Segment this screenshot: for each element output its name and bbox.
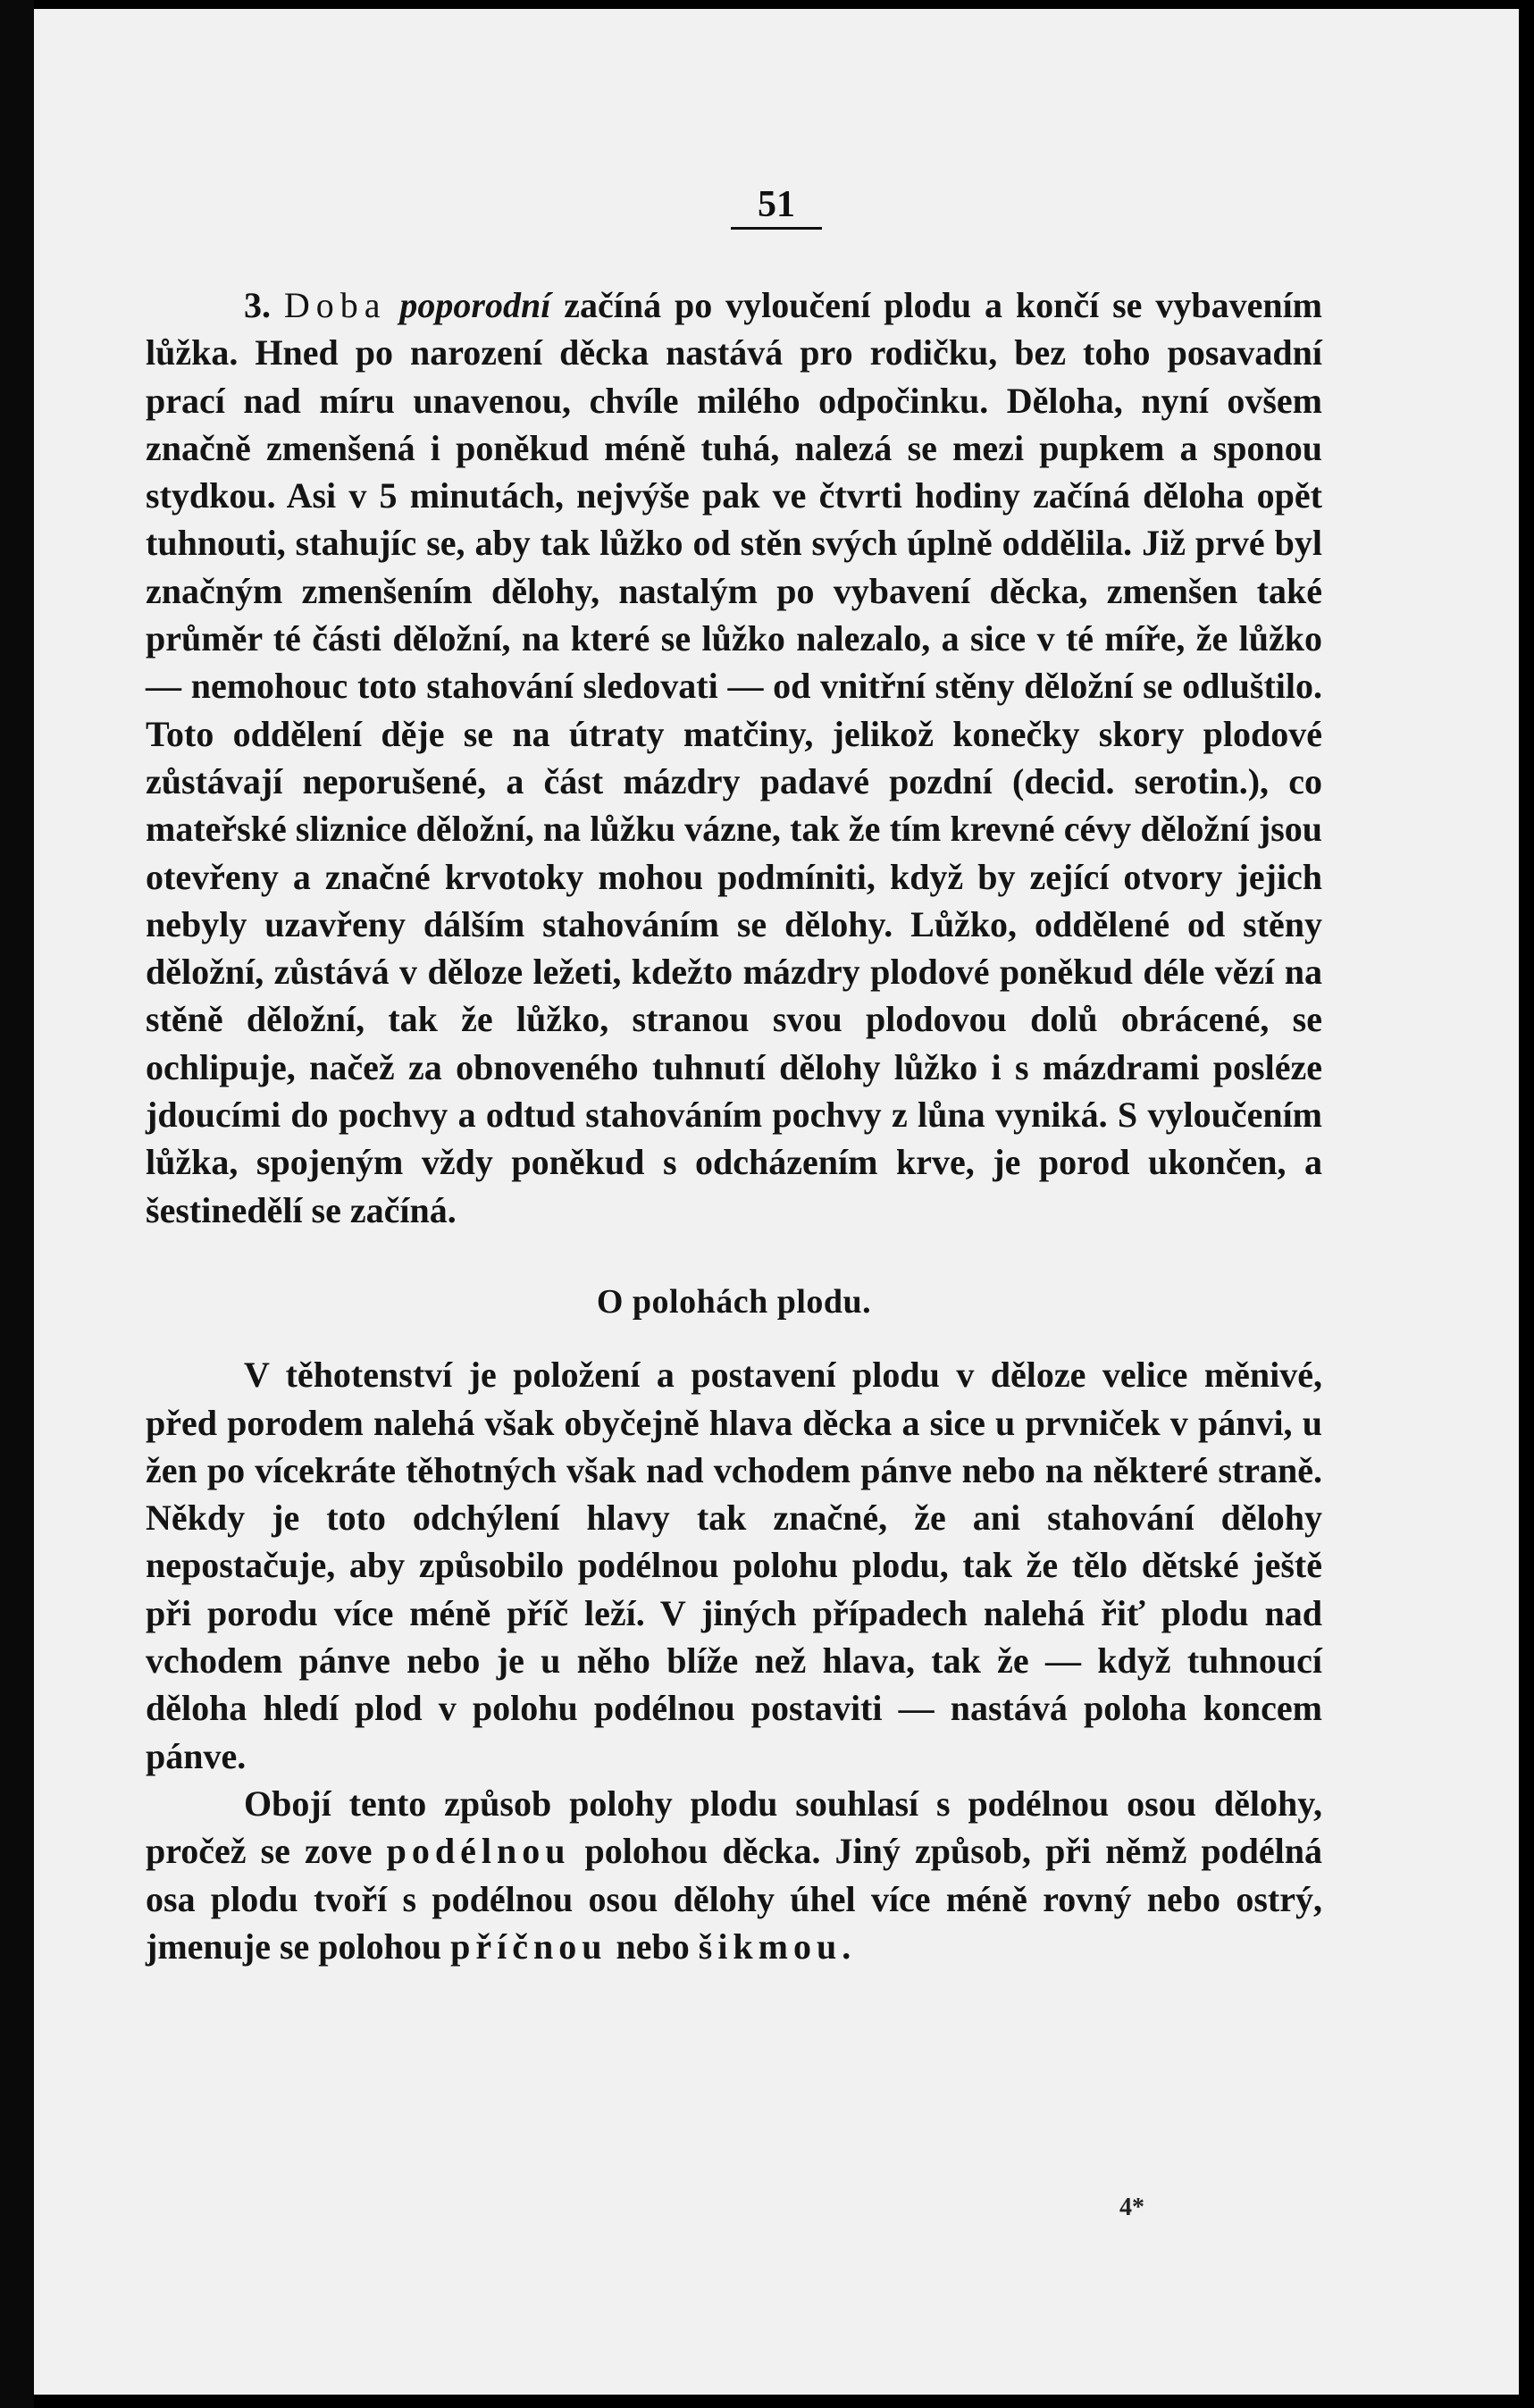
printer-signature-mark: 4* [1119, 2194, 1144, 2221]
paragraph-positions: V těhotenství je položení a postavení plodu v děloze velice měnivé, před porodem nalehá však obyčejně hlava děcka a sice u prvniček v pánvi, u žen po vícekráte těhotných však nad vchodem pánve nebo na některé straně. Někdy je toto odchýlení hlavy tak značné, že ani stahování dělohy nepostačuje, aby způsobilo podélnou polohu plodu, tak že tělo dětské ještě při porodu více méně příč leží. V jiných případech nalehá řiť plodu nad vchodem pánve nebo je u něho blíže než hlava, tak že — když tuhnoucí děloha hledí plod v polohu podélnou postaviti — nastává poloha koncem pánve. [146, 1355, 1322, 1776]
section-number: 3. [244, 285, 271, 325]
paragraph-axis-part-1: Obojí tento způsob polohy plodu souhlasí s podélnou osou dělohy, pročež se zove [146, 1783, 1322, 1872]
book-page [34, 9, 1519, 2395]
paragraph-axis-part-2: polohou děcka. Jiný způsob, při němž podélná osa plodu tvoří s podélnou osou dělohy úhel více méně rovný nebo ostrý, jmenuje se polohou [146, 1831, 1323, 1967]
paragraph-axis-part-3: nebo [616, 1926, 690, 1967]
term-doba: Doba [283, 285, 387, 325]
paragraph-afterbirth [146, 281, 1322, 1234]
term-poporodni: poporodní [399, 285, 551, 325]
page-number-text: 51 [731, 184, 822, 230]
term-pricnou: příčnou [450, 1926, 608, 1967]
page-body [146, 281, 1322, 1970]
scan-border [0, 0, 34, 2408]
term-podelnou: podélnou [386, 1831, 571, 1872]
paragraph-afterbirth-text: začíná po vyloučení plodu a končí se vybavením lůžka. Hned po narození děcka nastává pro rodičku, bez toho posavadní prací nad míru unavenou, chvíle milého odpočinku. Děloha, nyní ovšem značně zmenšená i poněkud méně tuhá, nalezá se mezi pupkem a sponou stydkou. Asi v 5 minutách, nejvýše pak ve čtvrti hodiny začíná děloha opět tuhnouti, stahujíc se, aby tak lůžko od stěn svých úplně oddělila. Již prvé byl značným zmenšením dělohy, nastalým po vybavení děcka, zmenšen také průměr té části děložní, na které se lůžko nalezalo, a sice v té míře, že lůžko — nemohouc toto stahování sledovati — od vnitřní stěny děložní se odluštilo. Toto oddělení děje se na útraty matčiny, jelikož konečky skory plodové zůstávají neporušené, a část mázdry padavé pozdní (decid. serotin.), co mateřské sliznice děložní, na lůžku vázne, tak že tím krevné cévy děložní jsou otevřeny a značné krvotoky mohou podmíniti, když by zející otvory jejich nebyly uzavřeny dálším stahováním se dělohy. Lůžko, oddělené od stěny děložní, zůstává v děloze ležeti, kdežto mázdry plodové poněkud déle vězí na stěně děložní, tak že lůžko, stranou svou plodovou dolů obrácené, se ochlipuje, načež za obnoveného tuhnutí dělohy lůžko i s mázdrami posléze jdoucími do pochvy a odtud stahováním pochvy z lůna vyniká. S vyloučením lůžka, spojeným vždy poněkud s odcházením krve, je porod ukončen, a šestinedělí se začíná. [146, 285, 1323, 1230]
term-sikmou: šikmou [698, 1926, 842, 1967]
page-number [34, 183, 1519, 226]
section-heading: O polohách plodu. [596, 1282, 872, 1321]
paragraph-axis [146, 1780, 1322, 1970]
paragraph-axis-end: . [842, 1926, 851, 1967]
